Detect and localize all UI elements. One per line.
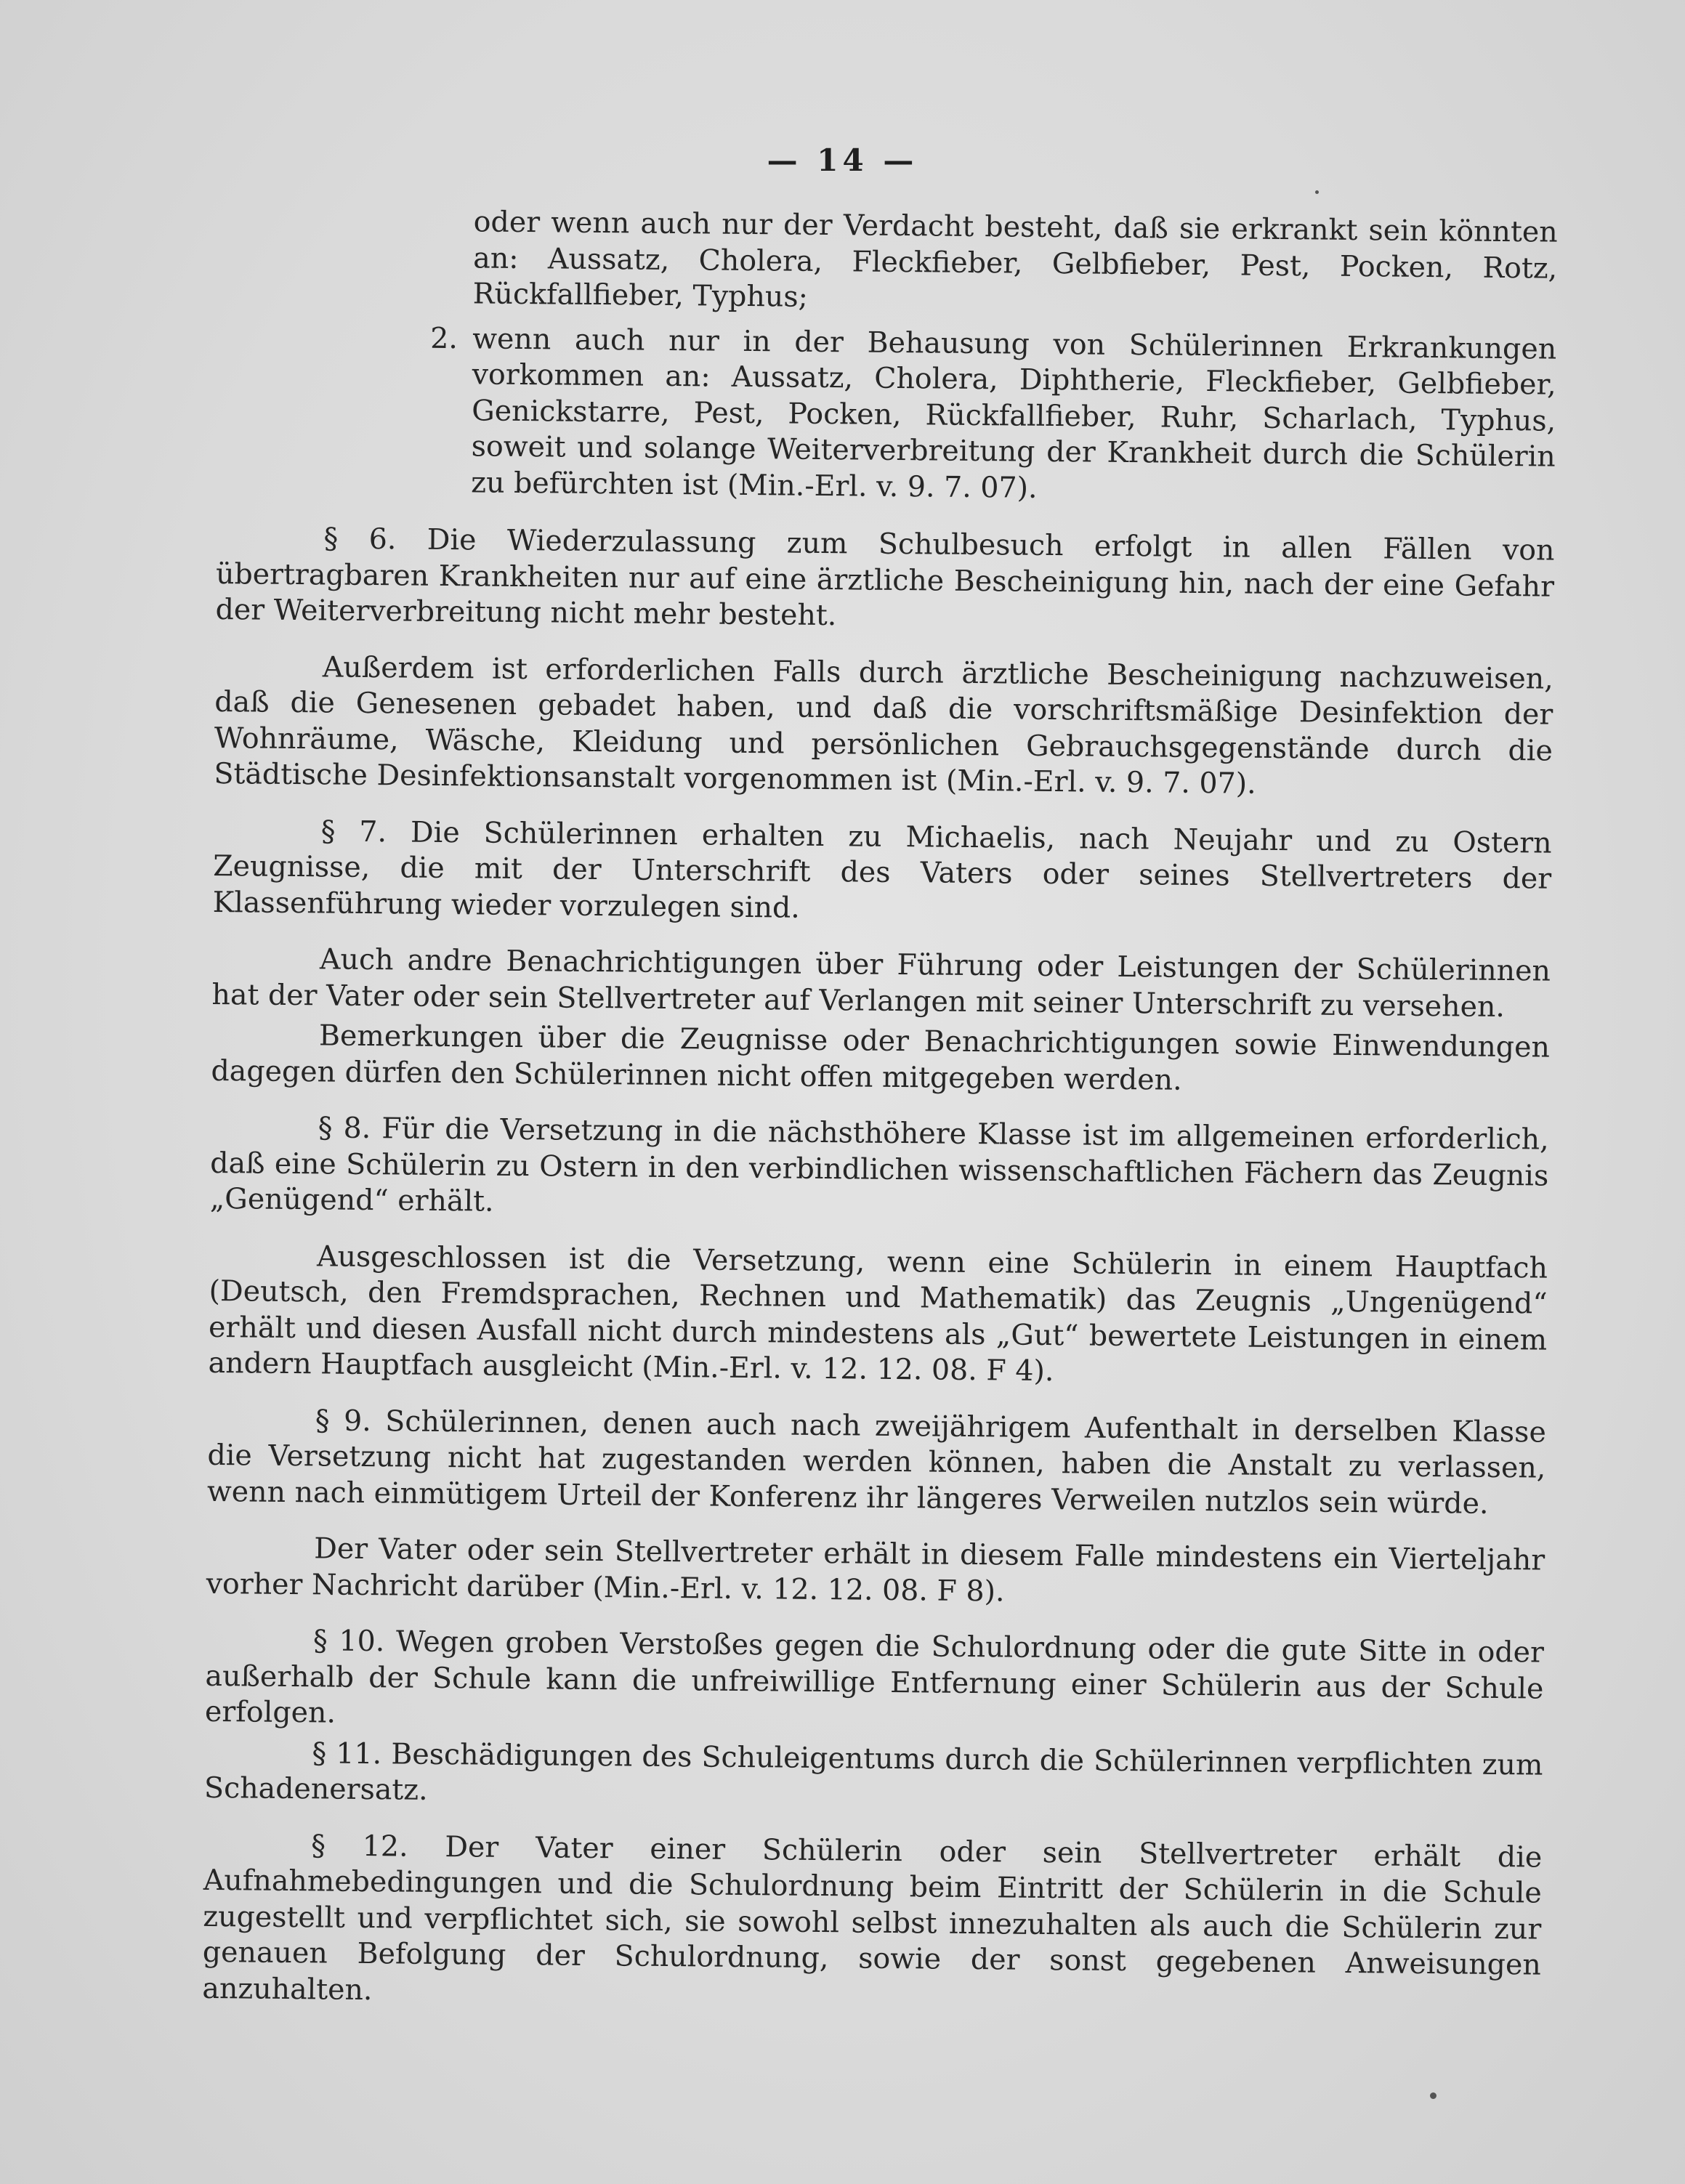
section-7-paragraph-2: Auch andre Benachrichtigungen über Führung oder Leistungen der Schülerinnen hat der Vater oder sein Stellvertreter auf Verlangen mit seiner Unterschrift zu versehen. [211, 942, 1551, 1024]
list-item-2-number: 2. [429, 321, 458, 355]
section-9: § 9. Schülerinnen, denen auch nach zweijährigem Aufenthalt in derselben Klasse die Versetzung nicht hat zugestanden werden können, haben die Anstalt zu verlassen, wenn nach einmütigem Urteil der Konferenz ihr längeres Verweilen nutzlos sein würde. [206, 1403, 1547, 1521]
section-12: § 12. Der Vater einer Schülerin oder sein Stellvertreter erhält die Aufnahmebedingungen und die Schulordnung beim Eintritt der Schülerin in die Schule zugestellt und verpflichtet sich, sie sowohl selbst innezuhalten als auch die Schülerin zur genauen Befolgung der Schulordnung, sowie der sonst gegebenen Anweisungen anzuhalten. [202, 1828, 1543, 2007]
section-8: § 8. Für die Versetzung in die nächsthöhere Klasse ist im allgemeinen erforderlich, daß eine Schülerin zu Ostern in den verbindlichen wissenschaftlichen Fächern das Zeugnis „Genügend“ erhält. [209, 1111, 1549, 1218]
list-item-2 [217, 318, 1556, 511]
body-text [202, 202, 1558, 2040]
section-7-paragraph-3: Bemerkungen über die Zeugnisse oder Benachrichtigungen sowie Einwendungen dagegen dürfen den Schülerinnen nicht offen mitgegeben werden. [211, 1019, 1551, 1097]
section-8-paragraph-2: Ausgeschlossen ist die Versetzung, wenn eine Schülerin in einem Hauptfach (Deutsch, den Fremdsprachen, Rechnen und Mathematik) das Zeugnis „Ungenügend“ erhält und diesen Ausfall nicht durch mindestens als „Gut“ bewertete Leistungen in einem andern Hauptfach ausgleicht (Min.-Erl. v. 12. 12. 08. F 4). [208, 1239, 1548, 1388]
paper-speck [1430, 2092, 1437, 2099]
section-7: § 7. Die Schülerinnen erhalten zu Michaelis, nach Neujahr und zu Ostern Zeugnisse, die mit der Unterschrift des Vaters oder seines Stellvertreters der Klassenführung wieder vorzulegen sind. [212, 814, 1552, 925]
section-10: § 10. Wegen groben Verstoßes gegen die Schulordnung oder die gute Sitte in oder außerhalb der Schule kann die unfreiwillige Entfernung einer Schülerin aus der Schule erfolgen. [204, 1624, 1545, 1730]
list-item-2-text: wenn auch nur in der Behausung von Schülerinnen Erkrankungen vorkommen an: Aussatz, Cholera, Diphtherie, Fleckfieber, Gelbfieber, Genickstarre, Pest, Pocken, Rückfallfieber, Ruhr, Scharlach, Typhus, soweit und solange Weiterverbreitung der Krankheit durch die Schülerin zu befürchten ist (Min.-Erl. v. 9. 7. 07). [471, 321, 1557, 505]
section-6: § 6. Die Wiederzulassung zum Schulbesuch erfolgt in allen Fällen von übertragbaren Krankheiten nur auf eine ärztliche Bescheinigung hin, nach der eine Gefahr der Weiterverbreitung nicht mehr besteht. [215, 522, 1555, 633]
section-9-paragraph-2: Der Vater oder sein Stellvertreter erhält in diesem Falle mindestens ein Vierteljahr vorher Nachricht darüber (Min.-Erl. v. 12. 12. 08. F 8). [206, 1532, 1545, 1608]
section-11: § 11. Beschädigungen des Schuleigentums durch die Schülerinnen verpflichten zum Schadenersatz. [203, 1736, 1543, 1807]
list-item-1-continuation: oder wenn auch nur der Verdacht besteht, daß sie erkrankt sein könnten an: Aussatz, Cholera, Fleckfieber, Gelbfieber, Pest, Pocken, Rotz, Rückfallfieber, Typhus; [472, 205, 1558, 314]
page-number: — 14 — [767, 142, 918, 178]
paper-speck [1315, 190, 1319, 194]
section-6-paragraph-2: Außerdem ist erforderlichen Falls durch ärztliche Bescheinigung nachzuweisen, daß die Genesenen gebadet haben, und daß die vorschriftsmäßige Desinfektion der Wohnräume, Wäsche, Kleidung und persönlichen Gebrauchsgegenstände durch die Städtische Desinfektionsanstalt vorgenommen ist (Min.-Erl. v. 9. 7. 07). [214, 650, 1554, 801]
